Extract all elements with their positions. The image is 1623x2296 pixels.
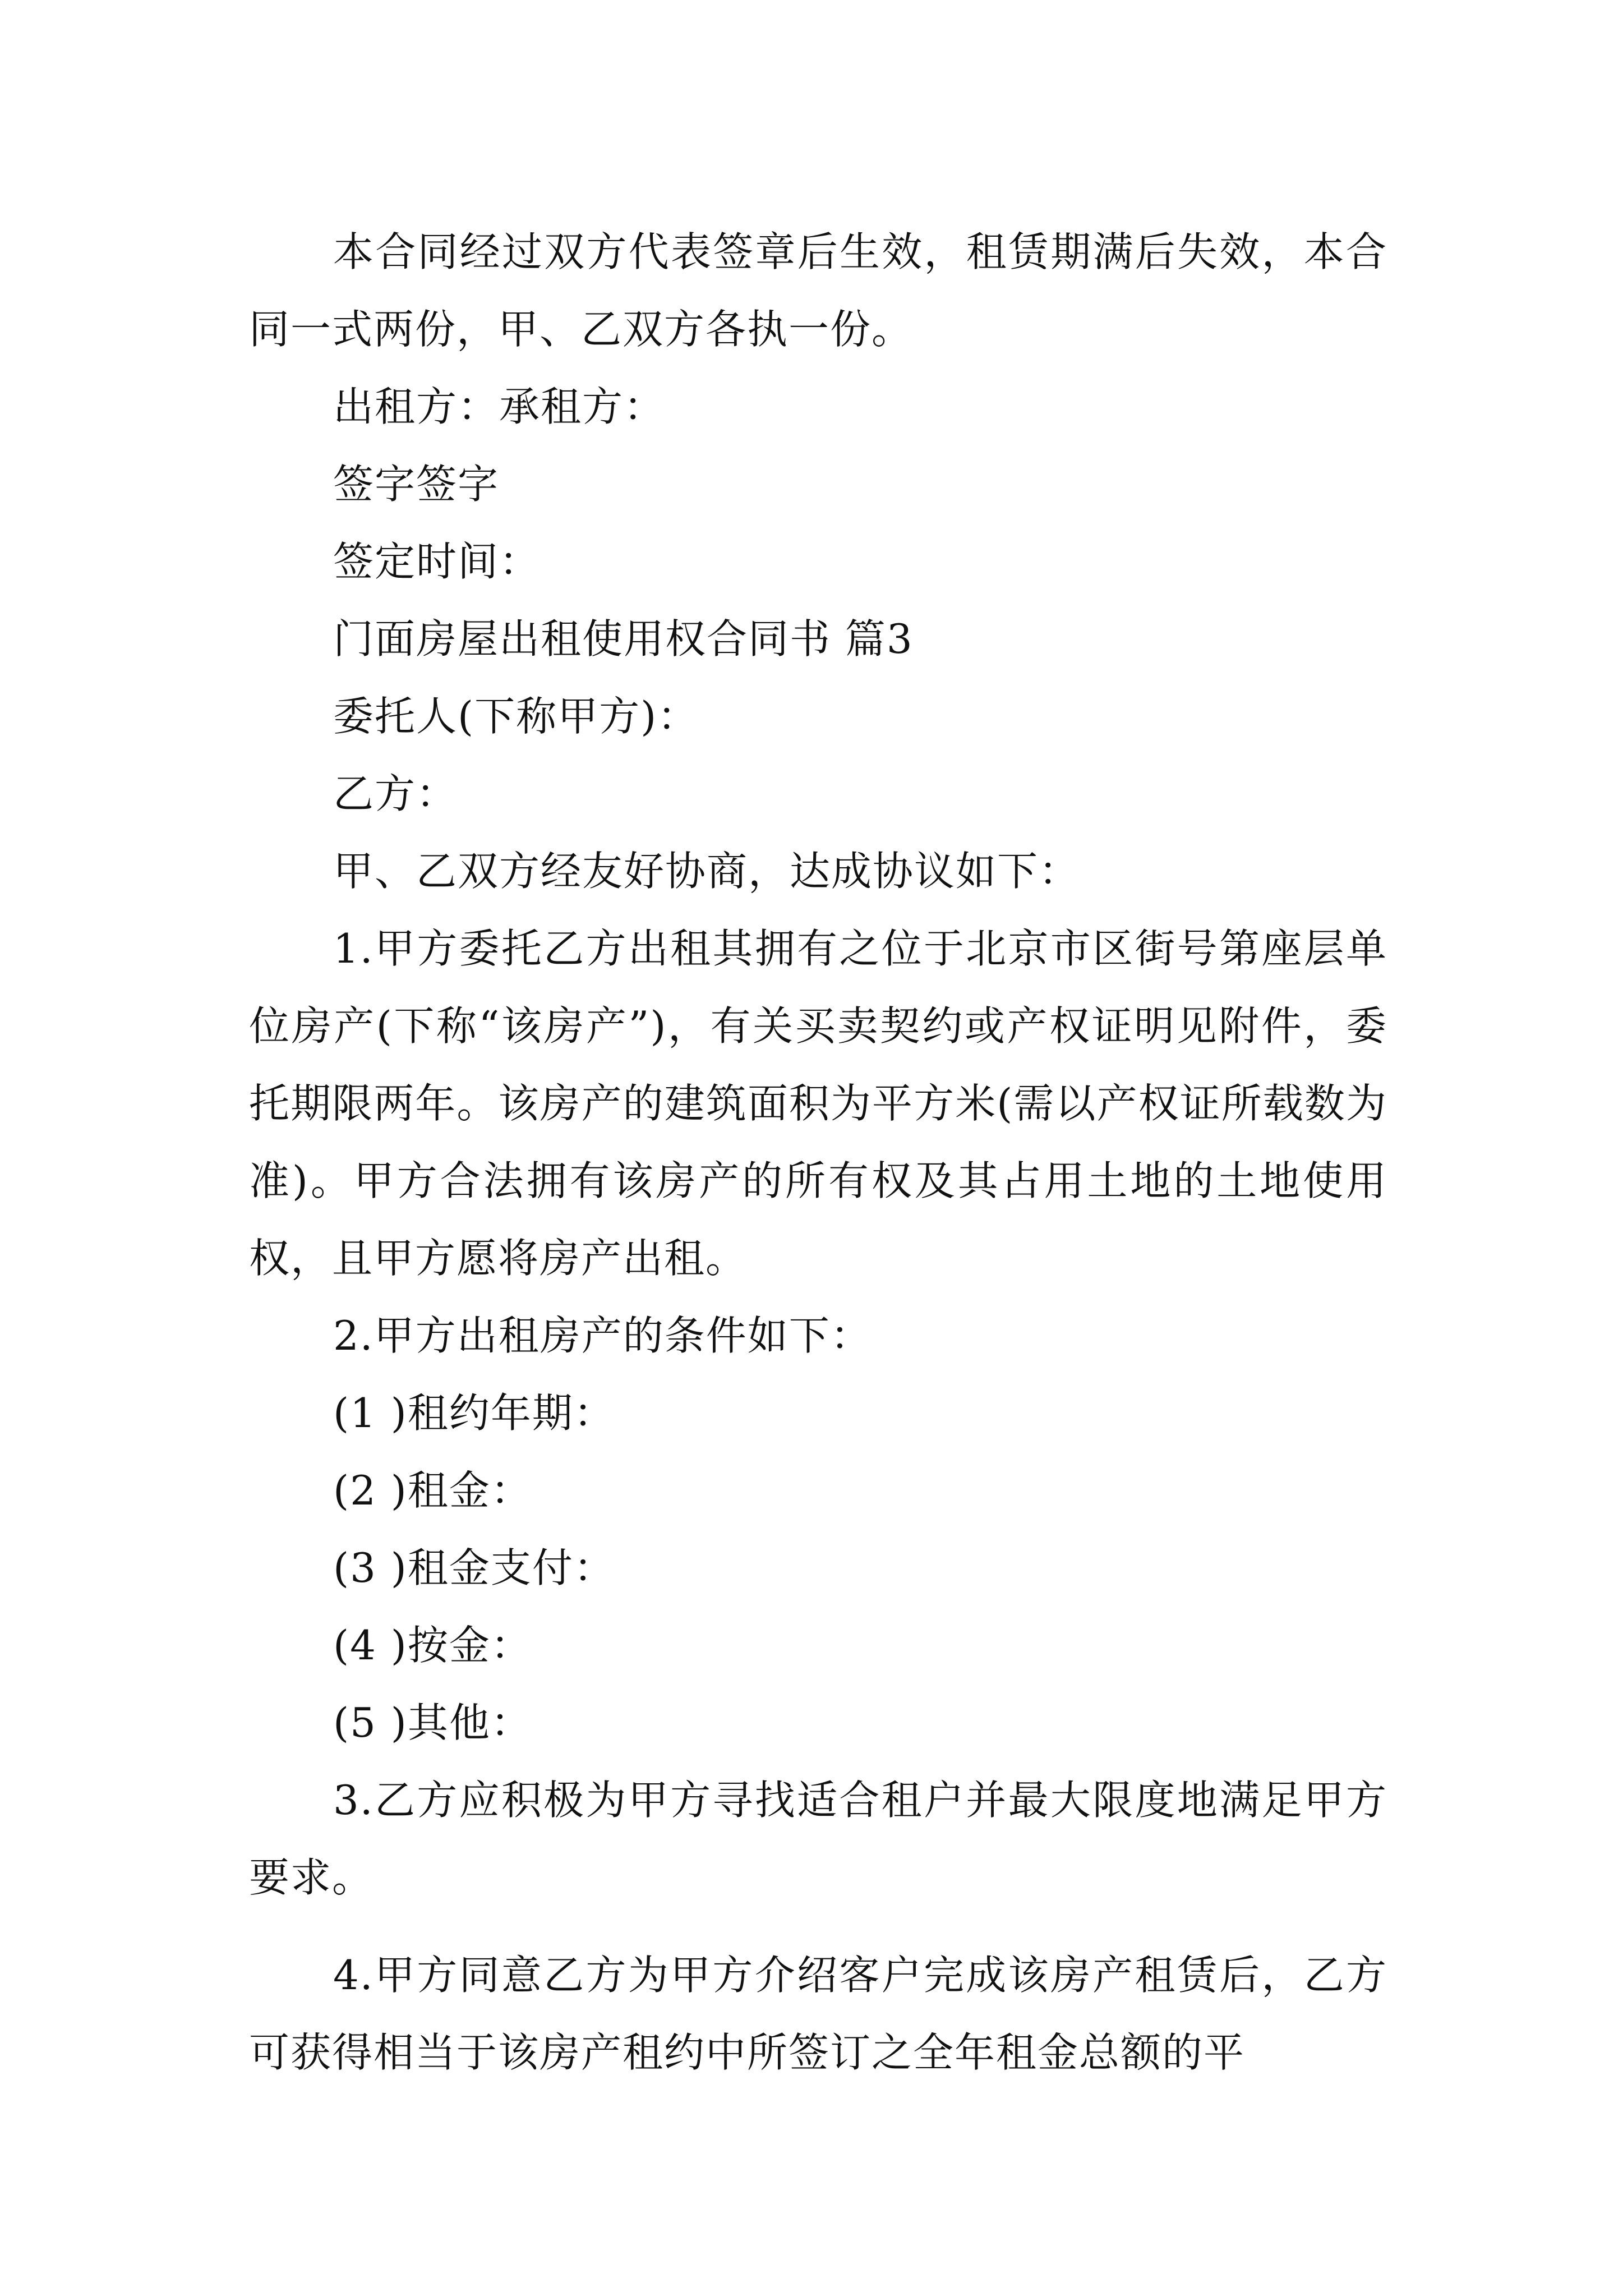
paragraph-signing-date: 签定时间： — [333, 538, 541, 585]
clause-3: 3.乙方应积极为甲方寻找适合租户并最大限度地满足甲方要求。 — [249, 1777, 1387, 1901]
clause-2-item-4: (4 )按金： — [333, 1622, 532, 1669]
paragraph-contract-effect: 本合同经过双方代表签章后生效，租赁期满后失效，本合同一式两份，甲、乙双方各执一份。 — [249, 228, 1387, 353]
clause-2-item-1: (1 )租约年期： — [333, 1389, 615, 1437]
section-title: 门面房屋出租使用权合同书 篇3 — [333, 615, 914, 662]
clause-1: 1.甲方委托乙方出租其拥有之位于北京市区街号第座层单位房产(下称“该房产”)，有关买卖契约或产权证明见附件，委托期限两年。该房产的建筑面积为平方米(需以产权证所载数为准)。甲方合法拥有该房产的所有权及其占用土地的土地使用权，且甲方愿将房产出租。 — [249, 925, 1387, 1282]
clause-2-item-3: (3 )租金支付： — [333, 1544, 615, 1591]
clause-2-item-2: (2 )租金： — [333, 1467, 532, 1514]
paragraph-agreement-intro: 甲、乙双方经友好协商，达成协议如下： — [333, 848, 1081, 895]
clause-2: 2.甲方出租房产的条件如下： — [333, 1312, 872, 1359]
paragraph-signatures: 签字签字 — [333, 461, 500, 508]
clause-4: 4.甲方同意乙方为甲方介绍客户完成该房产租赁后，乙方可获得相当于该房产租约中所签订之全年租金总额的平 — [249, 1952, 1387, 2076]
clause-2-item-5: (5 )其他： — [333, 1699, 532, 1746]
document-body — [249, 213, 1387, 2091]
paragraph-parties: 出租方：承租方： — [333, 383, 666, 430]
paragraph-principal: 委托人(下称甲方)： — [333, 693, 699, 740]
paragraph-gap — [249, 1916, 1387, 1936]
paragraph-party-b: 乙方： — [333, 770, 458, 817]
